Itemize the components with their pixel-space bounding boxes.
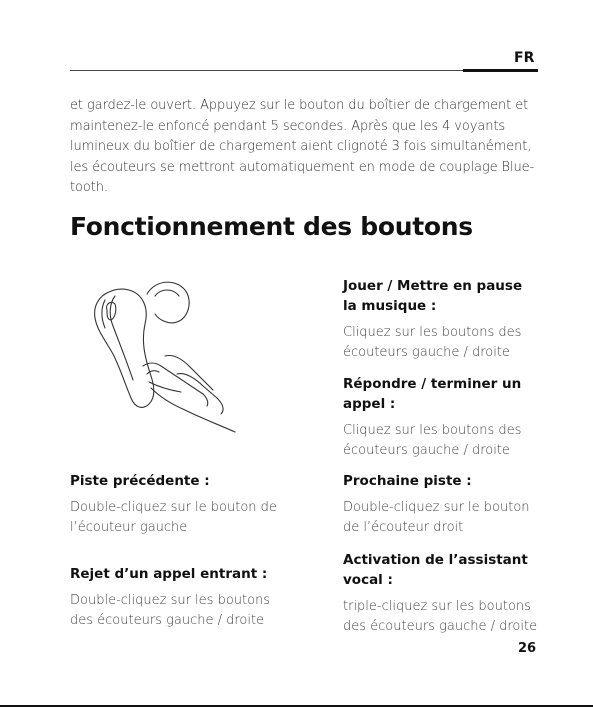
item-text: Double-cliquez sur le bouton de l’écouteur gauche: [70, 500, 277, 535]
header-rule-accent: [463, 69, 538, 72]
list-item-answer-call: [343, 374, 528, 461]
intro-paragraph: et gardez-le ouvert. Appuyez sur le bouton du boîtier de chargement et maintenez-le enfoncé pendant 5 secondes. Après que les 4 voyants lumineux du boîtier de chargement aient clignoté 3 fois simultanément, les écouteurs se mettront automatiquement en mode de couplage Bluetooth.: [70, 98, 535, 195]
item-title: Répondre / terminer un appel :: [343, 376, 522, 412]
page-number: 26: [518, 641, 537, 656]
item-title: Piste précédente :: [70, 473, 210, 489]
item-title: Jouer / Mettre en pause la musique :: [343, 278, 523, 314]
earbud-tap-icon: [85, 270, 255, 448]
item-text: Cliquez sur les boutons des écouteurs gauche / droite: [343, 423, 522, 458]
item-text: triple-cliquez sur les boutons des écouteurs gauche / droite: [343, 599, 538, 634]
item-title: Prochaine piste :: [343, 473, 472, 489]
list-item-voice-assistant: [343, 550, 538, 637]
language-label: FR: [514, 50, 535, 66]
item-title: Rejet d’un appel entrant :: [70, 566, 268, 582]
list-item-previous-track: [70, 471, 280, 538]
list-item-play-pause: [343, 276, 528, 363]
item-title: Activation de l’assistant vocal :: [343, 552, 528, 588]
item-text: Double-cliquez sur les boutons des écouteurs gauche / droite: [70, 593, 271, 628]
list-item-reject-call: [70, 564, 280, 631]
header-rule: [70, 70, 464, 71]
section-title: Fonctionnement des boutons: [70, 212, 473, 241]
item-text: Double-cliquez sur le bouton de l’écouteur droit: [343, 500, 530, 535]
list-item-next-track: [343, 471, 538, 538]
item-text: Cliquez sur les boutons des écouteurs gauche / droite: [343, 325, 522, 360]
